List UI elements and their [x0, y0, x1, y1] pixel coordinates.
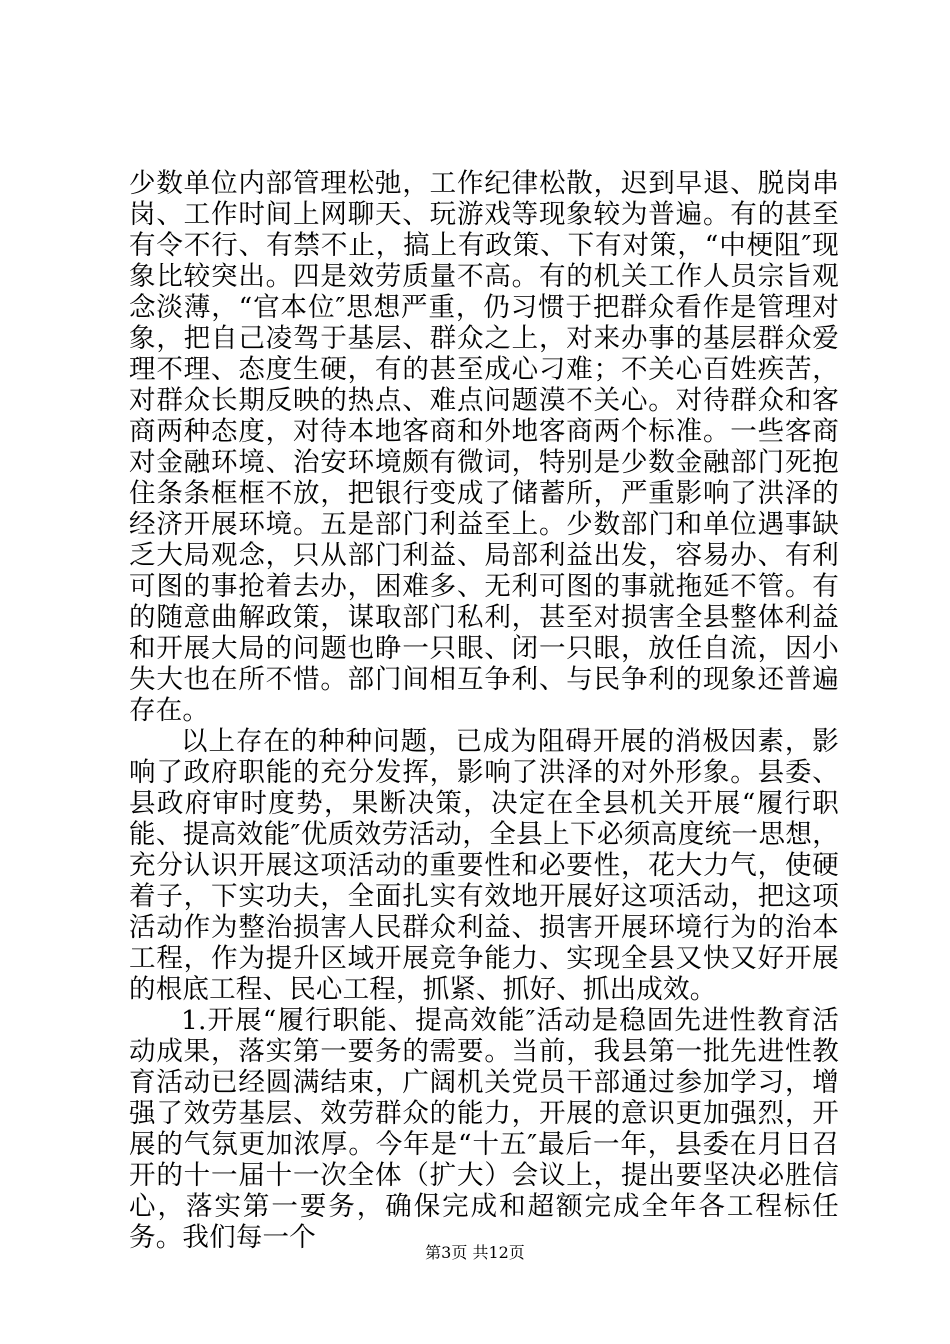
page-number-footer: 第3页 共12页: [425, 1243, 525, 1262]
document-body: [129, 168, 839, 1253]
paragraph-1: 少数单位内部管理松弛，工作纪律松散，迟到早退、脱岗串岗、工作时间上网聊天、玩游戏等现象较为普遍。有的甚至有令不行、有禁不止，搞上有政策、下有对策，“中梗阻″现象比较突出。四是效劳质量不高。有的机关工作人员宗旨观念淡薄，“官本位″思想严重，仍习惯于把群众看作是管理对象，把自己凌驾于基层、群众之上，对来办事的基层群众爱理不理、态度生硬，有的甚至成心刁难；不关心百姓疾苦，对群众长期反映的热点、难点问题漠不关心。对待群众和客商两种态度，对待本地客商和外地客商两个标准。一些客商对金融环境、治安环境颇有微词，特别是少数金融部门死抱住条条框框不放，把银行变成了储蓄所，严重影响了洪泽的经济开展环境。五是部门利益至上。少数部门和单位遇事缺乏大局观念，只从部门利益、局部利益出发，容易办、有利可图的事抢着去办，困难多、无利可图的事就拖延不管。有的随意曲解政策，谋取部门私利，甚至对损害全县整体利益和开展大局的问题也睁一只眼、闭一只眼，放任自流，因小失大也在所不惜。部门间相互争利、与民争利的现象还普遍存在。: [129, 168, 839, 726]
paragraph-3: 1.开展“履行职能、提高效能″活动是稳固先进性教育活动成果，落实第一要务的需要。当前，我县第一批先进性教育活动已经圆满结束，广阔机关党员干部通过参加学习，增强了效劳基层、效劳群众的能力，开展的意识更加强烈，开展的气氛更加浓厚。今年是“十五″最后一年，县委在月日召开的十一届十一次全体（扩大）会议上，提出要坚决必胜信心，落实第一要务，确保完成和超额完成全年各工程标任务。我们每一个: [129, 1005, 839, 1253]
paragraph-2: 以上存在的种种问题，已成为阻碍开展的消极因素，影响了政府职能的充分发挥，影响了洪泽的对外形象。县委、县政府审时度势，果断决策，决定在全县机关开展“履行职能、提高效能″优质效劳活动，全县上下必须高度统一思想，充分认识开展这项活动的重要性和必要性，花大力气，使硬着子，下实功夫，全面扎实有效地开展好这项活动，把这项活动作为整治损害人民群众利益、损害开展环境行为的治本工程，作为提升区域开展竞争能力、实现全县又快又好开展的根底工程、民心工程，抓紧、抓好、抓出成效。: [129, 726, 839, 1005]
